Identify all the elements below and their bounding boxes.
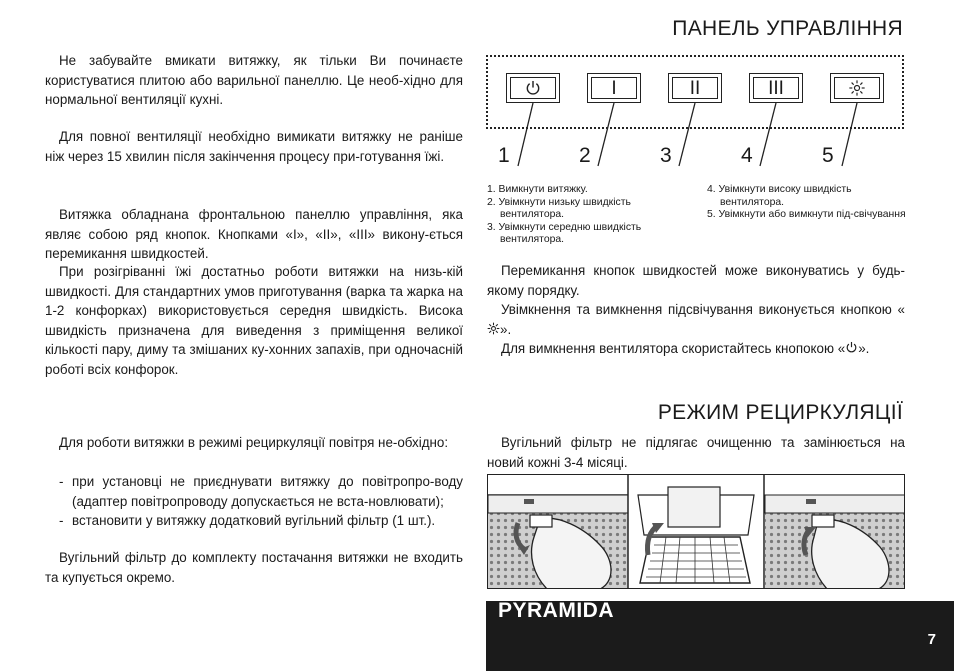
list-item: - при установці не приєднувати витяжку до повітропро-воду (адаптер повітропроводу допускається не вста-новлювати); <box>59 474 463 509</box>
panel-number: 5 <box>822 144 834 167</box>
note-switch: Перемикання кнопок швидкостей може виконуватись у будь-якому порядку. <box>487 263 905 298</box>
paragraph-intro: Не забувайте вмикати витяжку, як тільки Ви починаєте користуватися плитою або варильної панеллю. Це необ-хідно для нормальної вентиляції кухні. <box>45 53 463 108</box>
filter-illustrations <box>487 474 905 589</box>
list-item: 2. Увімкнути низьку швидкість вентилятора. <box>487 196 631 221</box>
section-title-recirculation: РЕЖИМ РЕЦИРКУЛЯЦІЇ <box>657 401 903 424</box>
note-light: Увімкнення та вимкнення підсвічування виконується кнопкою «». <box>487 300 905 339</box>
light-icon <box>487 322 500 335</box>
paragraph-ventilation: Для повної вентиляції необхідно вимикати витяжку не раніше ніж через 15 хвилин після закінчення процесу при-готування їжі. <box>45 129 463 164</box>
paragraph-panel: Витяжка обладнана фронтальною панеллю управління, яка являє собою ряд кнопок. Кнопками «I», «II», «III» викону-ється перемикання швидкостей. <box>45 207 463 262</box>
recirculation-intro: Для роботи витяжки в режимі рециркуляції повітря не-обхідно: <box>59 435 449 450</box>
note-off: Для вимкнення вентилятора скористайтесь кнопокою « ». <box>501 341 870 356</box>
filter-note: Вугільний фільтр не підлягає очищенню та замінюється на новий кожні 3-4 місяці. <box>487 435 905 470</box>
list-item: - встановити у витяжку додатковий вугільний фільтр (1 шт.). <box>59 513 436 529</box>
panel-number: 4 <box>741 144 753 167</box>
list-item: 1. Вимкнути витяжку. <box>487 184 588 195</box>
power-icon <box>845 341 858 354</box>
recirculation-list <box>45 472 463 531</box>
panel-number: 1 <box>498 144 510 167</box>
speed-1-button: I <box>587 73 641 103</box>
brand-logo: PYRAMIDA <box>498 599 615 622</box>
legend-left <box>487 184 697 247</box>
list-item: 3. Увімкнути середню швидкість вентилятора. <box>487 221 642 246</box>
speed-3-button: III <box>749 73 803 103</box>
recirculation-outro: Вугільний фільтр до комплекту постачання витяжки не входить та купується окремо. <box>45 550 463 585</box>
speed-2-button: II <box>668 73 722 103</box>
panel-number: 3 <box>660 144 672 167</box>
paragraph-speeds: При розігріванні їжі достатньо роботи витяжки на низь-кій швидкості. Для стандартних умов приготування (варка та жарка на 1-2 конфорках) використовується середня швидкість. Висока швидкість призначена для виведення з приміщення великої кількості пару, диму та змішаних ку-хонних запахів, при одночасній роботі всіх конфорок. <box>45 264 463 377</box>
panel-number: 2 <box>579 144 591 167</box>
page-number: 7 <box>927 631 936 648</box>
legend-right <box>707 184 907 222</box>
footer-bar <box>486 601 954 671</box>
page-title: ПАНЕЛЬ УПРАВЛІННЯ <box>672 17 903 40</box>
filter-replacement-illustration <box>488 475 905 589</box>
list-item: 4. Увімкнути високу швидкість вентилятора. <box>707 184 852 208</box>
list-item: 5. Увімкнути або вимкнути під-свічування <box>707 209 906 221</box>
